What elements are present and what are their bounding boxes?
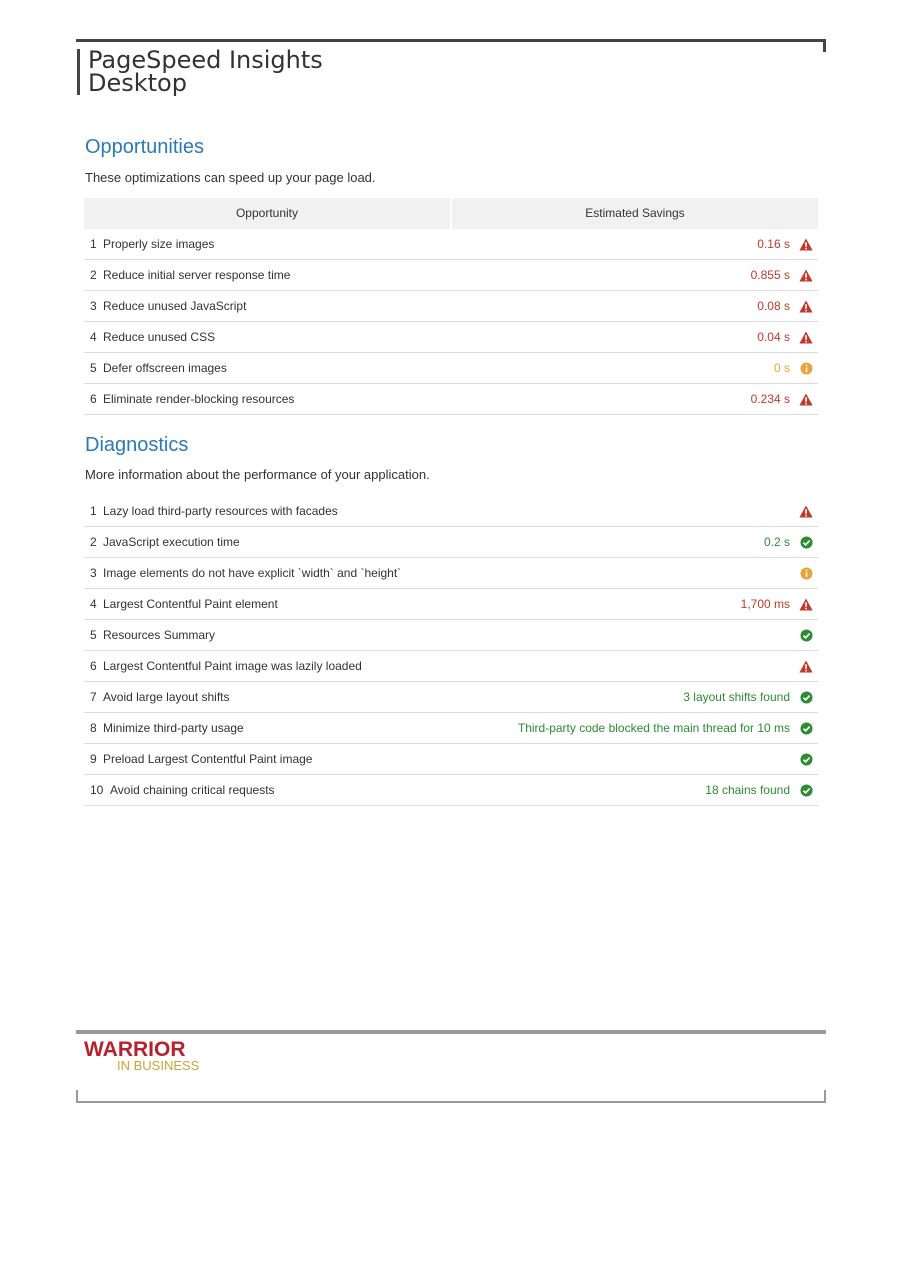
warning-triangle-icon: [798, 298, 814, 314]
info-circle-icon: [798, 565, 814, 581]
audit-label: Properly size images: [103, 237, 215, 251]
audit-number: 10: [90, 783, 104, 797]
opportunities-table: [84, 198, 818, 415]
opportunities-description: These optimizations can speed up your page load.: [85, 170, 376, 185]
footer-tick-right: [824, 1090, 826, 1103]
check-circle-icon: [798, 751, 814, 767]
audit-number: 4: [90, 330, 97, 344]
audit-row[interactable]: [84, 384, 818, 415]
report-title-line2: Desktop: [88, 69, 187, 97]
diagnostics-table: [84, 496, 818, 806]
warning-triangle-icon: [798, 391, 814, 407]
logo-main-text: WARRIOR: [84, 1038, 186, 1061]
audit-label: Lazy load third-party resources with facades: [103, 504, 338, 518]
audit-value: 3 layout shifts found: [683, 690, 790, 704]
audit-number: 4: [90, 597, 97, 611]
audit-row[interactable]: [84, 322, 818, 353]
audit-number: 2: [90, 535, 97, 549]
audit-number: 3: [90, 299, 97, 313]
audit-row[interactable]: [84, 744, 818, 775]
audit-number: 3: [90, 566, 97, 580]
audit-value: 18 chains found: [705, 783, 790, 797]
warning-triangle-icon: [798, 329, 814, 345]
audit-label: Reduce unused JavaScript: [103, 299, 247, 313]
audit-row[interactable]: [84, 620, 818, 651]
info-circle-icon: [798, 360, 814, 376]
audit-value: 0.08 s: [757, 299, 790, 313]
footer-bottom-rule: [76, 1101, 826, 1103]
footer-rule: [76, 1030, 826, 1034]
warning-triangle-icon: [798, 267, 814, 283]
audit-row[interactable]: [84, 229, 818, 260]
audit-number: 1: [90, 504, 97, 518]
audit-row[interactable]: [84, 682, 818, 713]
check-circle-icon: [798, 534, 814, 550]
report-title: [77, 46, 323, 97]
audit-value: 0 s: [773, 361, 790, 375]
audit-label: Reduce initial server response time: [103, 268, 291, 282]
audit-label: JavaScript execution time: [103, 535, 240, 549]
audit-row[interactable]: [84, 496, 818, 527]
audit-value: 0.234 s: [750, 392, 790, 406]
opportunities-rows: [84, 229, 818, 415]
audit-number: 5: [90, 361, 97, 375]
warrior-in-business-logo: [83, 1036, 207, 1074]
column-header-opportunity: Opportunity: [235, 206, 299, 220]
audit-value: 0.855 s: [750, 268, 790, 282]
audit-value: 0.2 s: [763, 535, 790, 549]
audit-row[interactable]: [84, 713, 818, 744]
footer-tick-left: [76, 1090, 78, 1103]
audit-label: Eliminate render-blocking resources: [103, 392, 295, 406]
audit-value: 0.04 s: [757, 330, 790, 344]
report-title-line1: PageSpeed Insights: [88, 46, 323, 74]
warning-triangle-icon: [798, 658, 814, 674]
audit-row[interactable]: [84, 527, 818, 558]
audit-number: 6: [90, 659, 97, 673]
warning-triangle-icon: [798, 596, 814, 612]
audit-row[interactable]: [84, 558, 818, 589]
audit-value: 0.16 s: [757, 237, 790, 251]
audit-label: Defer offscreen images: [103, 361, 227, 375]
header-rule-tick: [823, 39, 826, 52]
diagnostics-description: More information about the performance of your application.: [85, 467, 430, 482]
audit-label: Reduce unused CSS: [103, 330, 216, 344]
audit-label: Largest Contentful Paint element: [103, 597, 278, 611]
audit-label: Avoid chaining critical requests: [110, 783, 275, 797]
diagnostics-heading: Diagnostics: [85, 434, 189, 456]
audit-number: 1: [90, 237, 97, 251]
audit-number: 8: [90, 721, 97, 735]
diagnostics-rows: [84, 496, 818, 806]
audit-number: 2: [90, 268, 97, 282]
warning-triangle-icon: [798, 503, 814, 519]
audit-label: Largest Contentful Paint image was lazily loaded: [103, 659, 362, 673]
check-circle-icon: [798, 627, 814, 643]
audit-row[interactable]: [84, 651, 818, 682]
audit-value: 1,700 ms: [740, 597, 790, 611]
warning-triangle-icon: [798, 236, 814, 252]
audit-row[interactable]: [84, 353, 818, 384]
audit-row[interactable]: [84, 291, 818, 322]
audit-row[interactable]: [84, 260, 818, 291]
opportunities-table-header: [84, 198, 818, 229]
opportunities-heading: Opportunities: [85, 136, 204, 158]
check-circle-icon: [798, 720, 814, 736]
audit-number: 7: [90, 690, 97, 704]
audit-label: Minimize third-party usage: [103, 721, 244, 735]
audit-row[interactable]: [84, 589, 818, 620]
audit-number: 6: [90, 392, 97, 406]
audit-number: 9: [90, 752, 97, 766]
header-rule: [76, 39, 826, 42]
audit-label: Preload Largest Contentful Paint image: [103, 752, 313, 766]
column-header-estimated-savings: Estimated Savings: [450, 198, 818, 229]
audit-value: Third-party code blocked the main thread for 10 ms: [517, 721, 790, 735]
audit-number: 5: [90, 628, 97, 642]
check-circle-icon: [798, 782, 814, 798]
audit-label: Resources Summary: [103, 628, 216, 642]
check-circle-icon: [798, 689, 814, 705]
logo-sub-text: IN BUSINESS: [117, 1058, 200, 1073]
audit-label: Avoid large layout shifts: [103, 690, 230, 704]
audit-label: Image elements do not have explicit `width` and `height`: [103, 566, 402, 580]
audit-row[interactable]: [84, 775, 818, 806]
